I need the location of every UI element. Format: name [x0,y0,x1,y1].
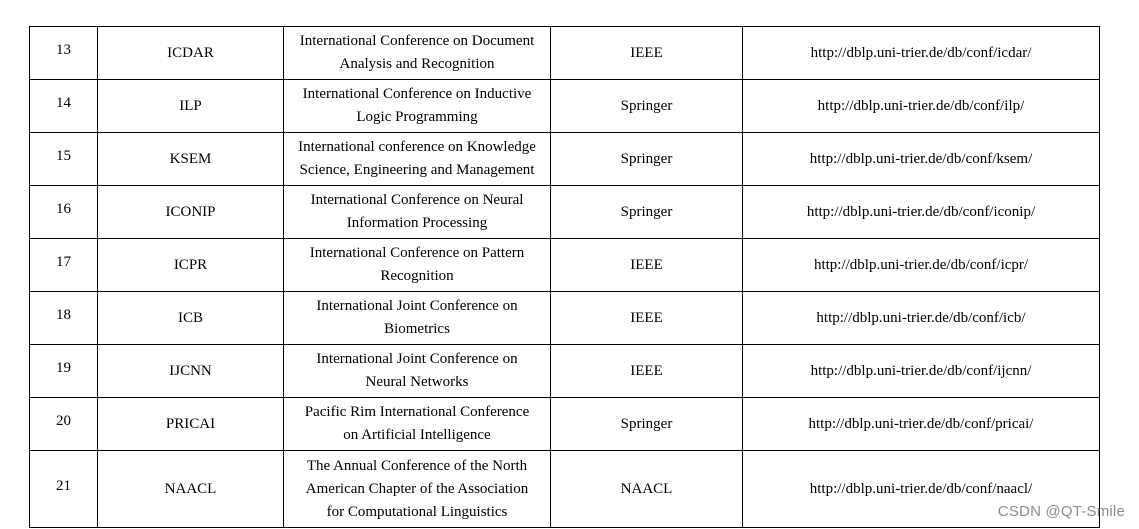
conference-abbreviation: ICONIP [98,186,284,239]
publisher: IEEE [551,239,743,292]
conference-full-name [284,398,551,451]
publisher: IEEE [551,292,743,345]
conference-abbreviation: ICPR [98,239,284,292]
publisher: NAACL [551,451,743,528]
conference-name-line: Science, Engineering and Management [299,162,535,178]
row-number: 16 [30,186,98,239]
conference-name-line: The Annual Conference of the North [306,457,528,474]
publisher: Springer [551,186,743,239]
conference-name-line: Neural Networks [365,374,469,390]
conference-name-line: on Artificial Intelligence [343,427,491,443]
conference-full-name [284,80,551,133]
conference-full-name [284,27,551,80]
conference-full-name [284,186,551,239]
conference-abbreviation: IJCNN [98,345,284,398]
conference-table [29,26,1100,528]
row-number: 17 [30,239,98,292]
dblp-url: http://dblp.uni-trier.de/db/conf/naacl/ [743,451,1100,528]
conference-full-name [284,239,551,292]
conference-full-name [284,345,551,398]
conference-name-line: International conference on Knowledge [298,139,536,155]
conference-name-line: Biometrics [384,321,450,337]
conference-abbreviation: ICDAR [98,27,284,80]
publisher: Springer [551,133,743,186]
conference-abbreviation: NAACL [98,451,284,528]
publisher: IEEE [551,27,743,80]
row-number: 13 [30,27,98,80]
row-number: 20 [30,398,98,451]
dblp-url: http://dblp.uni-trier.de/db/conf/icpr/ [743,239,1100,292]
conference-full-name [284,292,551,345]
row-number: 18 [30,292,98,345]
table-row [30,345,1100,398]
row-number: 15 [30,133,98,186]
conference-name-line: International Joint Conference on [316,351,518,367]
conference-name-line: International Conference on Neural [310,192,524,208]
table-row [30,292,1100,345]
conference-name-line: International Conference on Inductive [302,86,532,102]
dblp-url: http://dblp.uni-trier.de/db/conf/ilp/ [743,80,1100,133]
conference-name-line: Pacific Rim International Conference [304,404,530,420]
dblp-url: http://dblp.uni-trier.de/db/conf/ksem/ [743,133,1100,186]
csdn-watermark: CSDN @QT-Smile [997,503,1125,520]
dblp-url: http://dblp.uni-trier.de/db/conf/iconip/ [743,186,1100,239]
publisher: Springer [551,80,743,133]
row-number: 19 [30,345,98,398]
table-row [30,451,1100,528]
conference-name-line: Recognition [380,268,454,284]
conference-abbreviation: KSEM [98,133,284,186]
conference-full-name [284,133,551,186]
conference-name-line: for Computational Linguistics [326,503,508,520]
dblp-url: http://dblp.uni-trier.de/db/conf/pricai/ [743,398,1100,451]
conference-name-line: Logic Programming [356,109,478,125]
row-number: 21 [30,451,98,528]
conference-abbreviation: ICB [98,292,284,345]
dblp-url: http://dblp.uni-trier.de/db/conf/ijcnn/ [743,345,1100,398]
table-row [30,133,1100,186]
conference-abbreviation: ILP [98,80,284,133]
publisher: IEEE [551,345,743,398]
conference-full-name [284,451,551,528]
table-row [30,239,1100,292]
conference-name-line: American Chapter of the Association [305,480,529,497]
conference-name-line: Analysis and Recognition [339,56,495,72]
table-row [30,80,1100,133]
conference-name-line: International Conference on Pattern [309,245,525,261]
table-row [30,27,1100,80]
dblp-url: http://dblp.uni-trier.de/db/conf/icdar/ [743,27,1100,80]
conference-name-line: Information Processing [346,215,488,231]
publisher: Springer [551,398,743,451]
dblp-url: http://dblp.uni-trier.de/db/conf/icb/ [743,292,1100,345]
conference-name-line: International Conference on Document [299,33,535,49]
conference-abbreviation: PRICAI [98,398,284,451]
table-row [30,398,1100,451]
conference-name-line: International Joint Conference on [316,298,518,314]
table-row [30,186,1100,239]
row-number: 14 [30,80,98,133]
